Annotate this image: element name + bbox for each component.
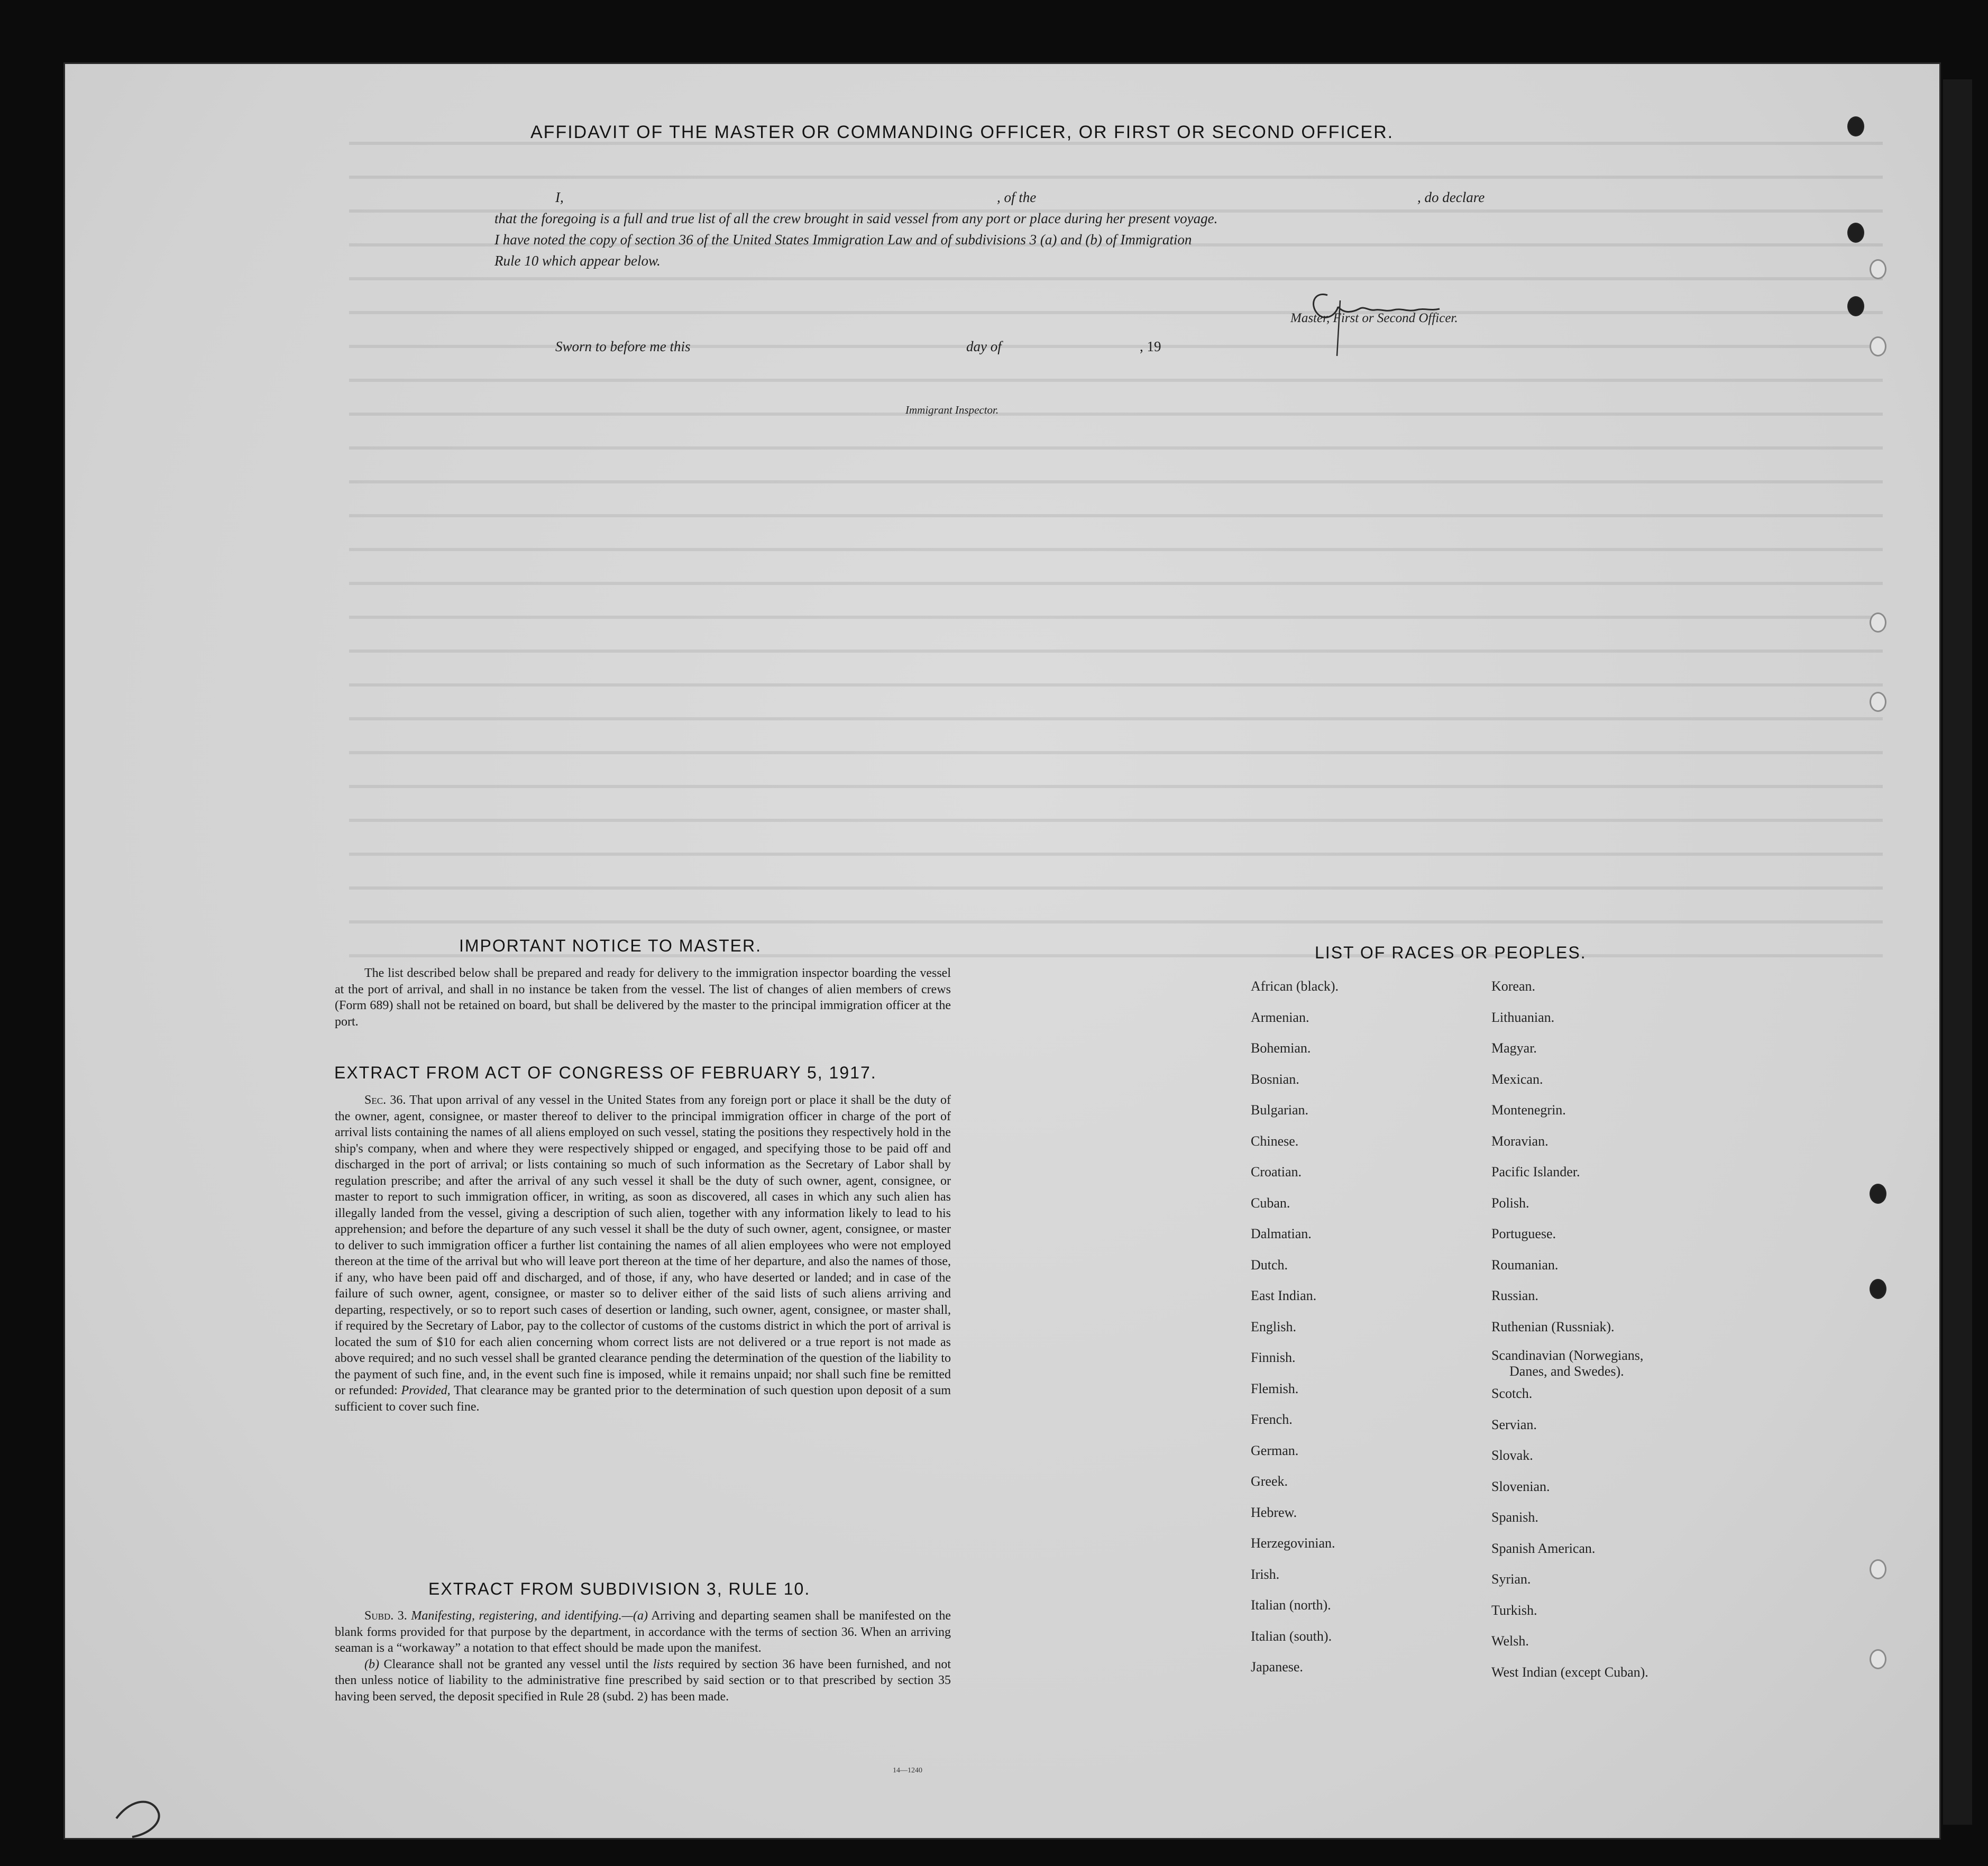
race-item: Armenian.	[1251, 1009, 1309, 1025]
race-item: Polish.	[1491, 1195, 1529, 1211]
race-item: Montenegrin.	[1491, 1102, 1566, 1118]
notice-text: The list described below shall be prepared and ready for delivery to the immigration inspector boarding the vessel at the port of arrival, and shall in no instance be taken from the vessel. The list of changes of alien members of crews (Form 689) shall not be retained on board, but shall be delivered by the master to the principal immigration officer at the port.	[335, 966, 951, 1029]
affidavit-title: AFFIDAVIT OF THE MASTER OR COMMANDING OFFICER, OR FIRST OR SECOND OFFICER.	[530, 122, 1394, 142]
race-item: Herzegovinian.	[1251, 1535, 1335, 1551]
race-item: Portuguese.	[1491, 1226, 1556, 1241]
clause-b-label: (b)	[364, 1657, 379, 1671]
race-item: African (black).	[1251, 978, 1339, 994]
extract-rule-title: EXTRACT FROM SUBDIVISION 3, RULE 10.	[428, 1579, 811, 1598]
race-item: Bosnian.	[1251, 1071, 1299, 1087]
race-item: Finnish.	[1251, 1350, 1296, 1365]
race-item: Cuban.	[1251, 1195, 1290, 1211]
races-right-column	[1491, 971, 1648, 1688]
race-item: Spanish American.	[1491, 1540, 1596, 1556]
race-item: Moravian.	[1491, 1133, 1549, 1149]
clause-a-label: —(a)	[621, 1609, 648, 1623]
race-item: Korean.	[1491, 978, 1536, 994]
race-item: Croatian.	[1251, 1164, 1302, 1179]
binding-hole	[1870, 1279, 1886, 1299]
race-item: Italian (south).	[1251, 1628, 1332, 1644]
affidavit-line-3: I have noted the copy of section 36 of the United States Immigration Law and of subdivisions 3 (a) and (b) of Immigration	[494, 232, 1192, 248]
notice-title: IMPORTANT NOTICE TO MASTER.	[459, 936, 762, 955]
extract-act-title: EXTRACT FROM ACT OF CONGRESS OF FEBRUARY 5, 1917.	[334, 1063, 877, 1082]
binding-hole	[1870, 692, 1886, 712]
race-item: Pacific Islander.	[1491, 1164, 1580, 1179]
binding-hole	[1870, 1184, 1886, 1204]
race-item: French.	[1251, 1412, 1293, 1427]
race-item: Turkish.	[1491, 1602, 1537, 1618]
race-item: Ruthenian (Russniak).	[1491, 1319, 1615, 1334]
race-item: English.	[1251, 1319, 1296, 1334]
affidavit-line-4: Rule 10 which appear below.	[494, 253, 661, 269]
race-item: Slovak.	[1491, 1448, 1533, 1463]
affidavit-of-the-label: , of the	[997, 189, 1037, 205]
race-item: East Indian.	[1251, 1288, 1317, 1303]
race-item: Scotch.	[1491, 1386, 1533, 1401]
race-item: Spanish.	[1491, 1510, 1538, 1525]
race-item: Mexican.	[1491, 1071, 1543, 1087]
provided-label: Provided,	[401, 1384, 451, 1397]
binding-hole	[1870, 1649, 1886, 1669]
margin-pencil-mark	[111, 1787, 175, 1845]
race-item: Lithuanian.	[1491, 1009, 1555, 1025]
race-item: Slovenian.	[1491, 1478, 1550, 1494]
race-item: Russian.	[1491, 1288, 1538, 1303]
binding-hole	[1870, 612, 1886, 633]
form-number: 14—1240	[893, 1767, 922, 1774]
document-page	[63, 62, 1941, 1840]
race-item: Bohemian.	[1251, 1040, 1311, 1056]
extract-act-text	[335, 1092, 951, 1415]
signature-caption: Master, First or Second Officer.	[1290, 311, 1458, 325]
binding-hole	[1847, 116, 1864, 136]
race-item: Bulgarian.	[1251, 1102, 1309, 1118]
race-item: Japanese.	[1251, 1659, 1303, 1675]
race-item: Scandinavian (Norwegians,	[1491, 1348, 1644, 1363]
race-item: Italian (north).	[1251, 1597, 1331, 1613]
section-36-text-end: That clearance may be granted prior to the determination of such question upon deposit of a sum sufficient to cover such fine.	[335, 1384, 951, 1414]
binding-hole	[1870, 259, 1886, 279]
race-item: Roumanian.	[1491, 1257, 1559, 1273]
sworn-label: Sworn to before me this	[555, 339, 691, 354]
inspector-caption: Immigrant Inspector.	[905, 404, 999, 416]
race-item: Dalmatian.	[1251, 1226, 1312, 1241]
race-item: Danes, and Swedes).	[1509, 1364, 1624, 1379]
section-36-text: That upon arrival of any vessel in the United States from any foreign port or place it shall be the duty of the owner, agent, consignee, or master thereof to deliver to the principal immigration officer in charge of the port of arrival lists containing the names of all aliens employed on such vessel, stating the positions they respectively hold in the ship's company, when and where they were respectively shipped or engaged, and specifying those to be paid off and discharged in the port of arrival; or lists containing so much of such information as the Secretary of Labor shall by regulation prescribe; and after the arrival of any such vessel it shall be the duty of such owner, agent, consignee, or master to report to such immigration officer, in writing, as soon as discovered, all cases in which any such alien has illegally landed from the vessel, giving a description of such alien, together with any information likely to lead to his apprehension; and before the departure of any such vessel it shall be the duty of such owner, agent, consignee, or master to deliver to such immigration officer a further list containing the names of all alien employees who were not employed thereon at the time of the arrival but who will leave port thereon at the time of her departure, and also the names of those, if any, who have been paid off and discharged, and of those, if any, who have deserted or landed; and in case of the failure of such owner, agent, consignee, or master so to deliver either of the said lists of such aliens arriving and departing, respectively, or so to report such cases of desertion or landing, such owner, agent, consignee, or master shall, if required by the Secretary of Labor, pay to the collector of customs of the customs district in which the port of arrival is located the sum of $10 for each alien concerning whom correct lists are not delivered or a true report is not made as above required; and no such vessel shall be granted clearance pending the determination of the question of the liability to the payment of such fine, and, in the event such fine is imposed, while it remains unpaid; nor shall such fine be remitted or refunded:	[335, 1093, 951, 1397]
binding-hole	[1870, 336, 1886, 356]
race-item: West Indian (except Cuban).	[1491, 1664, 1648, 1680]
subdivision-heading: Manifesting, registering, and identifying.	[411, 1609, 622, 1623]
clause-b-text-1: Clearance shall not be granted any vessel until the	[383, 1657, 649, 1671]
binding-hole	[1870, 1559, 1886, 1579]
clause-b-text-2: required by section 36 have been furnished, and not then unless notice of liability to the administrative fine prescribed by said section or to that prescribed by section 35 having been served, the deposit specified in Rule 28 (subd. 2) has been made.	[335, 1657, 951, 1704]
clause-a-text: Arriving and departing seamen shall be manifested on the blank forms provided for that purpose by the department, in accordance with the terms of section 36. When an arriving seaman is a “workaway” a notation to that effect should be made upon the manifest.	[335, 1609, 951, 1655]
year-label: , 19	[1140, 339, 1161, 354]
race-item: Irish.	[1251, 1566, 1280, 1582]
race-item: Flemish.	[1251, 1380, 1299, 1396]
clause-b-lists: lists	[653, 1657, 674, 1671]
affidavit-i-label: I,	[555, 189, 564, 205]
race-item: German.	[1251, 1442, 1299, 1458]
races-left-column	[1251, 971, 1339, 1683]
section-label: Sec. 36.	[364, 1093, 406, 1107]
page-edge-shadow	[1943, 79, 1972, 1825]
race-item: Servian.	[1491, 1416, 1537, 1432]
races-title: LIST OF RACES OR PEOPLES.	[1315, 943, 1587, 962]
binding-hole	[1847, 296, 1864, 316]
affidavit-line-2: that the foregoing is a full and true list of all the crew brought in said vessel from any port or place during her present voyage.	[494, 211, 1218, 226]
binding-hole	[1847, 223, 1864, 243]
race-item: Welsh.	[1491, 1633, 1529, 1649]
race-item: Hebrew.	[1251, 1504, 1297, 1520]
race-item: Greek.	[1251, 1474, 1288, 1489]
affidavit-do-declare-label: , do declare	[1417, 189, 1485, 205]
extract-rule-text	[335, 1608, 951, 1705]
race-item: Dutch.	[1251, 1257, 1288, 1273]
race-item: Magyar.	[1491, 1040, 1537, 1056]
subdivision-label: Subd. 3.	[364, 1609, 407, 1623]
race-item: Syrian.	[1491, 1571, 1531, 1587]
day-of-label: day of	[966, 339, 1002, 354]
race-item: Chinese.	[1251, 1133, 1299, 1149]
